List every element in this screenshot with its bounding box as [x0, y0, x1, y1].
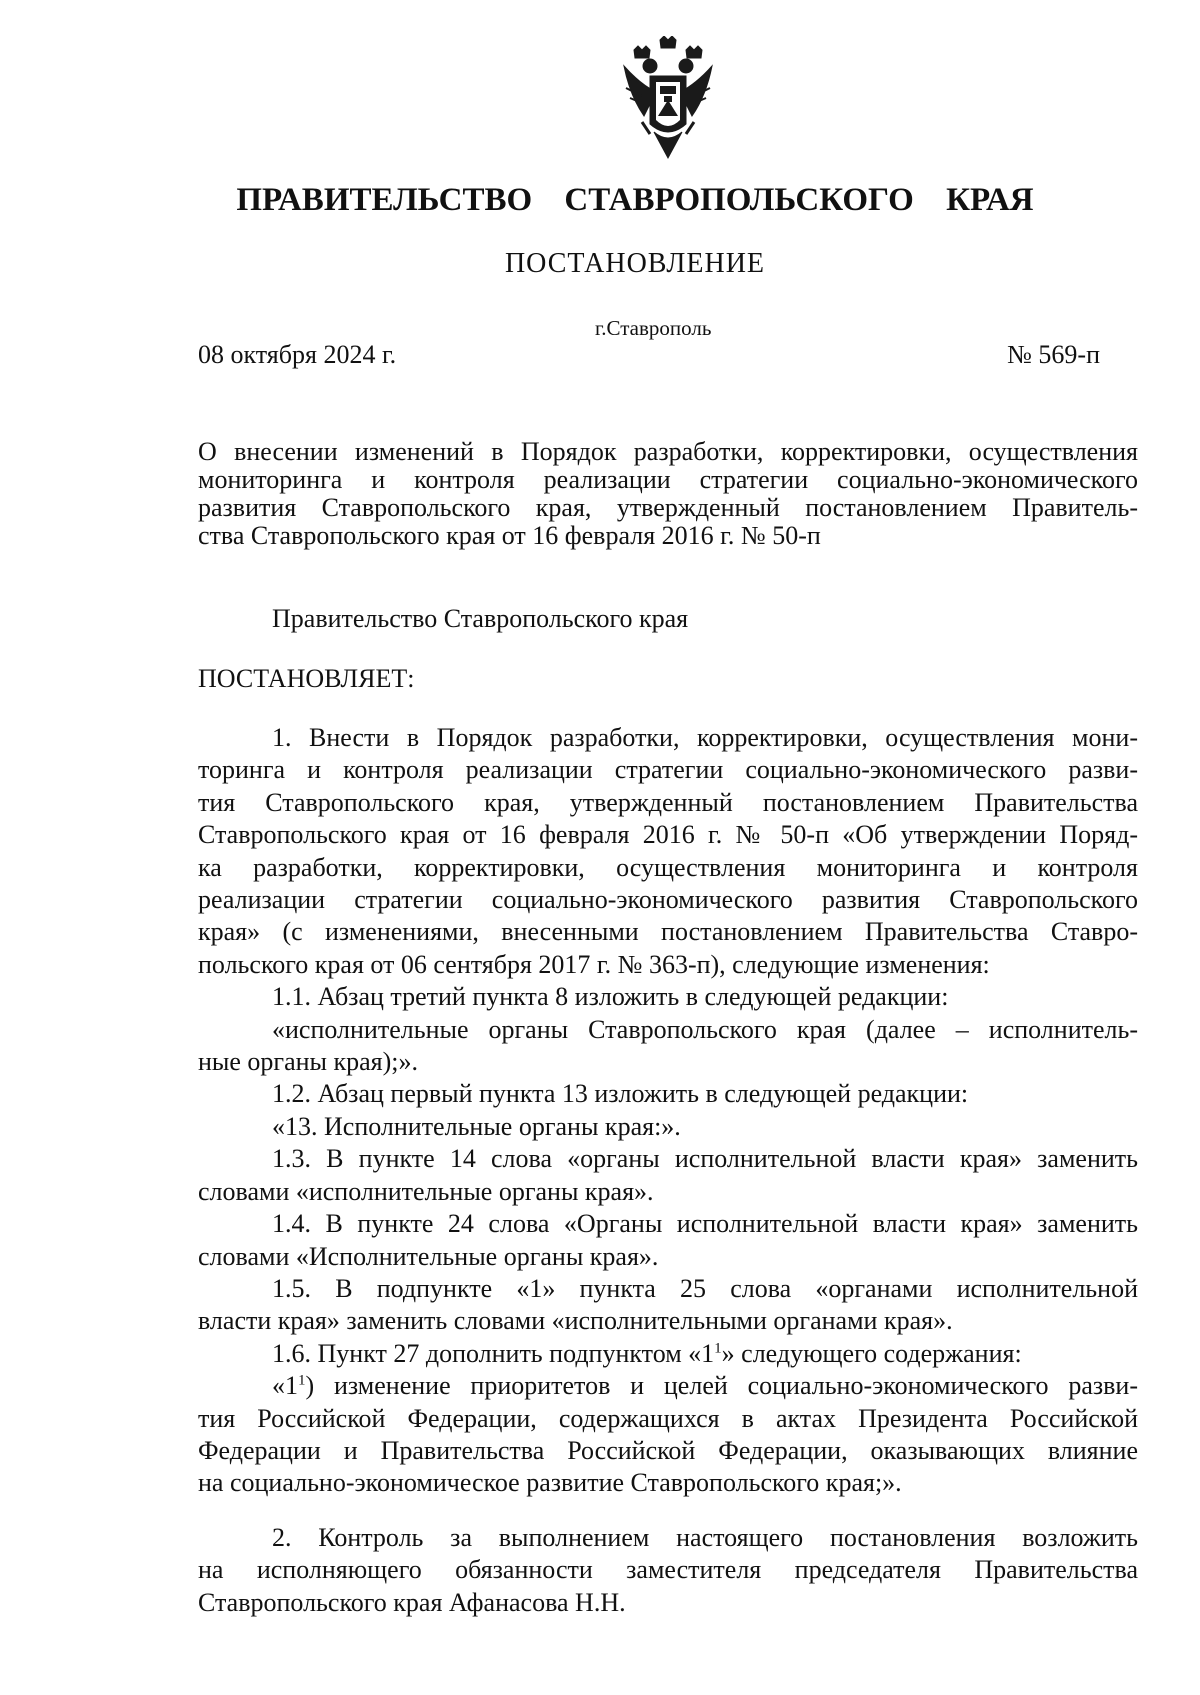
body-line: края» (с изменениями, внесенными постановлением Правительства Ставро-	[198, 917, 1138, 947]
body-line: ка разработки, корректировки, осуществления мониторинга и контроля	[198, 852, 1138, 882]
subject-line: О внесении изменений в Порядок разработки, корректировки, осуществления	[198, 437, 1138, 466]
document-subject	[198, 438, 1138, 550]
subject-line: ства Ставропольского края от 16 февраля 2016 г. № 50-п	[198, 521, 821, 550]
subject-line: мониторинга и контроля реализации стратегии социально-экономического	[198, 465, 1138, 494]
document-date: 08 октября 2024 г.	[198, 340, 397, 369]
body-line: 1.4. В пункте 24 слова «Органы исполнительной власти края» заменить	[272, 1209, 1138, 1239]
body-line: тия Российской Федерации, содержащихся в актах Президента Российской	[198, 1403, 1138, 1433]
body-line: ные органы края);».	[198, 1047, 419, 1077]
body-line: на исполняющего обязанности заместителя председателя Правительства	[198, 1555, 1138, 1585]
body-line: торинга и контроля реализации стратегии социально-экономического разви-	[198, 755, 1138, 785]
body-line: на социально-экономическое развитие Ставропольского края;».	[198, 1468, 902, 1498]
body-line: Федерации и Правительства Российской Федерации, оказывающих влияние	[198, 1435, 1138, 1465]
body-line: 1.5. В подпункте «1» пункта 25 слова «органами исполнительной	[272, 1273, 1138, 1303]
decree-word: ПОСТАНОВЛЯЕТ:	[198, 664, 415, 693]
document-type: ПОСТАНОВЛЕНИЕ	[504, 248, 766, 279]
body-line: «исполнительные органы Ставропольского края (далее – исполнитель-	[272, 1014, 1138, 1044]
body-line: польского края от 06 сентября 2017 г. № 363-п), следующие изменения:	[198, 949, 990, 979]
body-line: «$1^1$) изменение приоритетов и целей социально-экономического разви-	[272, 1371, 1138, 1401]
body-line: Ставропольского края от 16 февраля 2016 г. № 50-п «Об утверждении Поряд-	[198, 820, 1138, 850]
body-line: 1.1. Абзац третий пункта 8 изложить в следующей редакции:	[272, 982, 949, 1012]
body-line: 2. Контроль за выполнением настоящего постановления возложить	[272, 1522, 1138, 1552]
body-line: реализации стратегии социально-экономического развития Ставропольского	[198, 885, 1138, 915]
coat-of-arms-icon	[620, 36, 716, 164]
body-line: 1.3. В пункте 14 слова «органы исполнительной власти края» заменить	[272, 1144, 1138, 1174]
document-body	[198, 722, 1138, 1619]
preamble-lead: Правительство Ставропольского края	[272, 604, 689, 633]
document-number: № 569-п	[1007, 340, 1100, 369]
body-line: «13. Исполнительные органы края:».	[272, 1111, 681, 1141]
superscript: 1	[298, 1372, 306, 1389]
body-line: 1.2. Абзац первый пункта 13 изложить в следующей редакции:	[272, 1079, 969, 1109]
city-label: г.Ставрополь	[595, 316, 712, 340]
body-line: 1.6. Пункт 27 дополнить подпунктом «$1^1$» следующего содержания:	[272, 1338, 1022, 1368]
subject-line: развития Ставропольского края, утвержденный постановлением Правитель-	[198, 493, 1138, 522]
body-line: тия Ставропольского края, утвержденный постановлением Правительства	[198, 787, 1138, 817]
body-line: словами «исполнительные органы края».	[198, 1176, 654, 1206]
government-title: ПРАВИТЕЛЬСТВО СТАВРОПОЛЬСКОГО КРАЯ	[236, 182, 1034, 218]
body-line: Ставропольского края Афанасова Н.Н.	[198, 1587, 626, 1617]
body-line: 1. Внести в Порядок разработки, корректировки, осуществления мони-	[272, 723, 1138, 752]
body-line: словами «Исполнительные органы края».	[198, 1241, 659, 1271]
body-line: власти края» заменить словами «исполнительными органами края».	[198, 1306, 953, 1336]
superscript: 1	[714, 1340, 722, 1357]
